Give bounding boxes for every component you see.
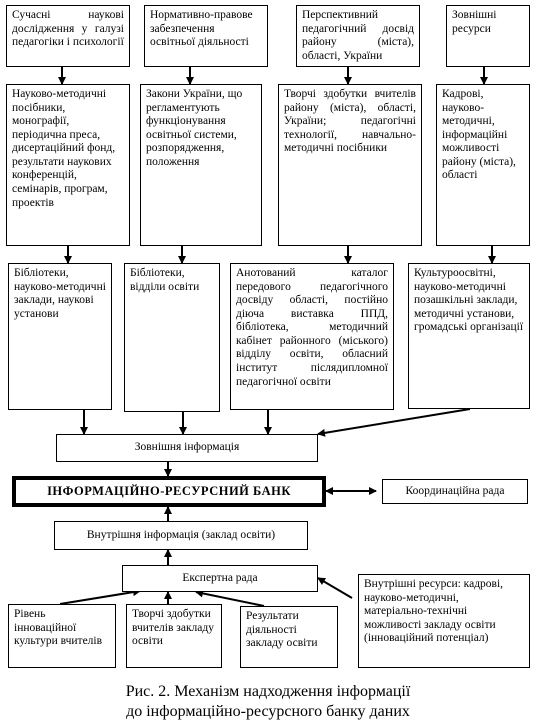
- figure-caption-line2: до інформаційно-ресурсного банку даних: [126, 703, 410, 720]
- arrow-res-expert: [318, 578, 352, 598]
- figure-caption-line1: Рис. 2. Механізм надходження інформації: [125, 683, 411, 700]
- box-internal-resources: Внутрішні ресурси: кадрові, науково-методичні, матеріально-технічні можливості закладу освіти (інноваційний потенціал): [358, 574, 530, 668]
- arrow-col4-ext: [318, 409, 470, 434]
- box-innovation-culture: Рівень інноваційної культури вчителів: [8, 604, 116, 668]
- box-research: Сучасні наукові дослідження у галузі педагогіки і психології: [6, 5, 130, 67]
- box-experience: Перспективний педагогічний досвід району (міста), області, України: [296, 5, 420, 67]
- box-teacher-achievements: Творчі здобутки вчителів закладу освіти: [126, 604, 222, 668]
- box-methodical-manuals: Науково-методичні посібники, монографії, періодична преса, дисертаційний фонд, результати наукових конференцій, семінарів, програм, проектів: [6, 84, 130, 246]
- box-laws: Закони України, що регламентують функціонування освітньої системи, розпорядження, положення: [140, 84, 262, 246]
- box-expert-council: Експертна рада: [122, 565, 318, 592]
- box-internal-info: Внутрішня інформація (заклад освіти): [54, 521, 308, 550]
- box-external-resources: Зовнішні ресурси: [446, 5, 530, 67]
- box-info-resource-bank: ІНФОРМАЦІЙНО-РЕСУРСНИЙ БАНК: [12, 476, 326, 507]
- box-annotated-catalog: Анотований каталог передового педагогічного досвіду області, постійно діюча виставка ППД, бібліотека, методичний кабінет районного (міського) відділу освіти, обласний інститут післядипломної педагогічної освіти: [230, 263, 394, 410]
- box-normative: Нормативно-правове забезпечення освітньої діяльності: [144, 5, 268, 67]
- box-libraries-departments: Бібліотеки, відділи освіти: [124, 263, 220, 412]
- box-cultural-institutions: Культуроосвітні, науково-методичні позашкільні заклади, методичні установи, громадські організації: [408, 263, 530, 409]
- arrow-b1-expert: [60, 591, 140, 604]
- box-external-info: Зовнішня інформація: [56, 434, 318, 462]
- box-coordination-council: Координаційна рада: [382, 479, 528, 504]
- box-libraries-institutions: Бібліотеки, науково-методичні заклади, наукові установи: [8, 263, 112, 410]
- box-personnel-resources: Кадрові, науково-методичні, інформаційні можливості району (міста), області: [436, 84, 530, 246]
- box-institution-results: Результати діяльності закладу освіти: [240, 606, 338, 668]
- box-creative-achievements: Творчі здобутки вчителів району (міста), області, України; педагогічні технології, навчально-методичні посібники: [278, 84, 422, 246]
